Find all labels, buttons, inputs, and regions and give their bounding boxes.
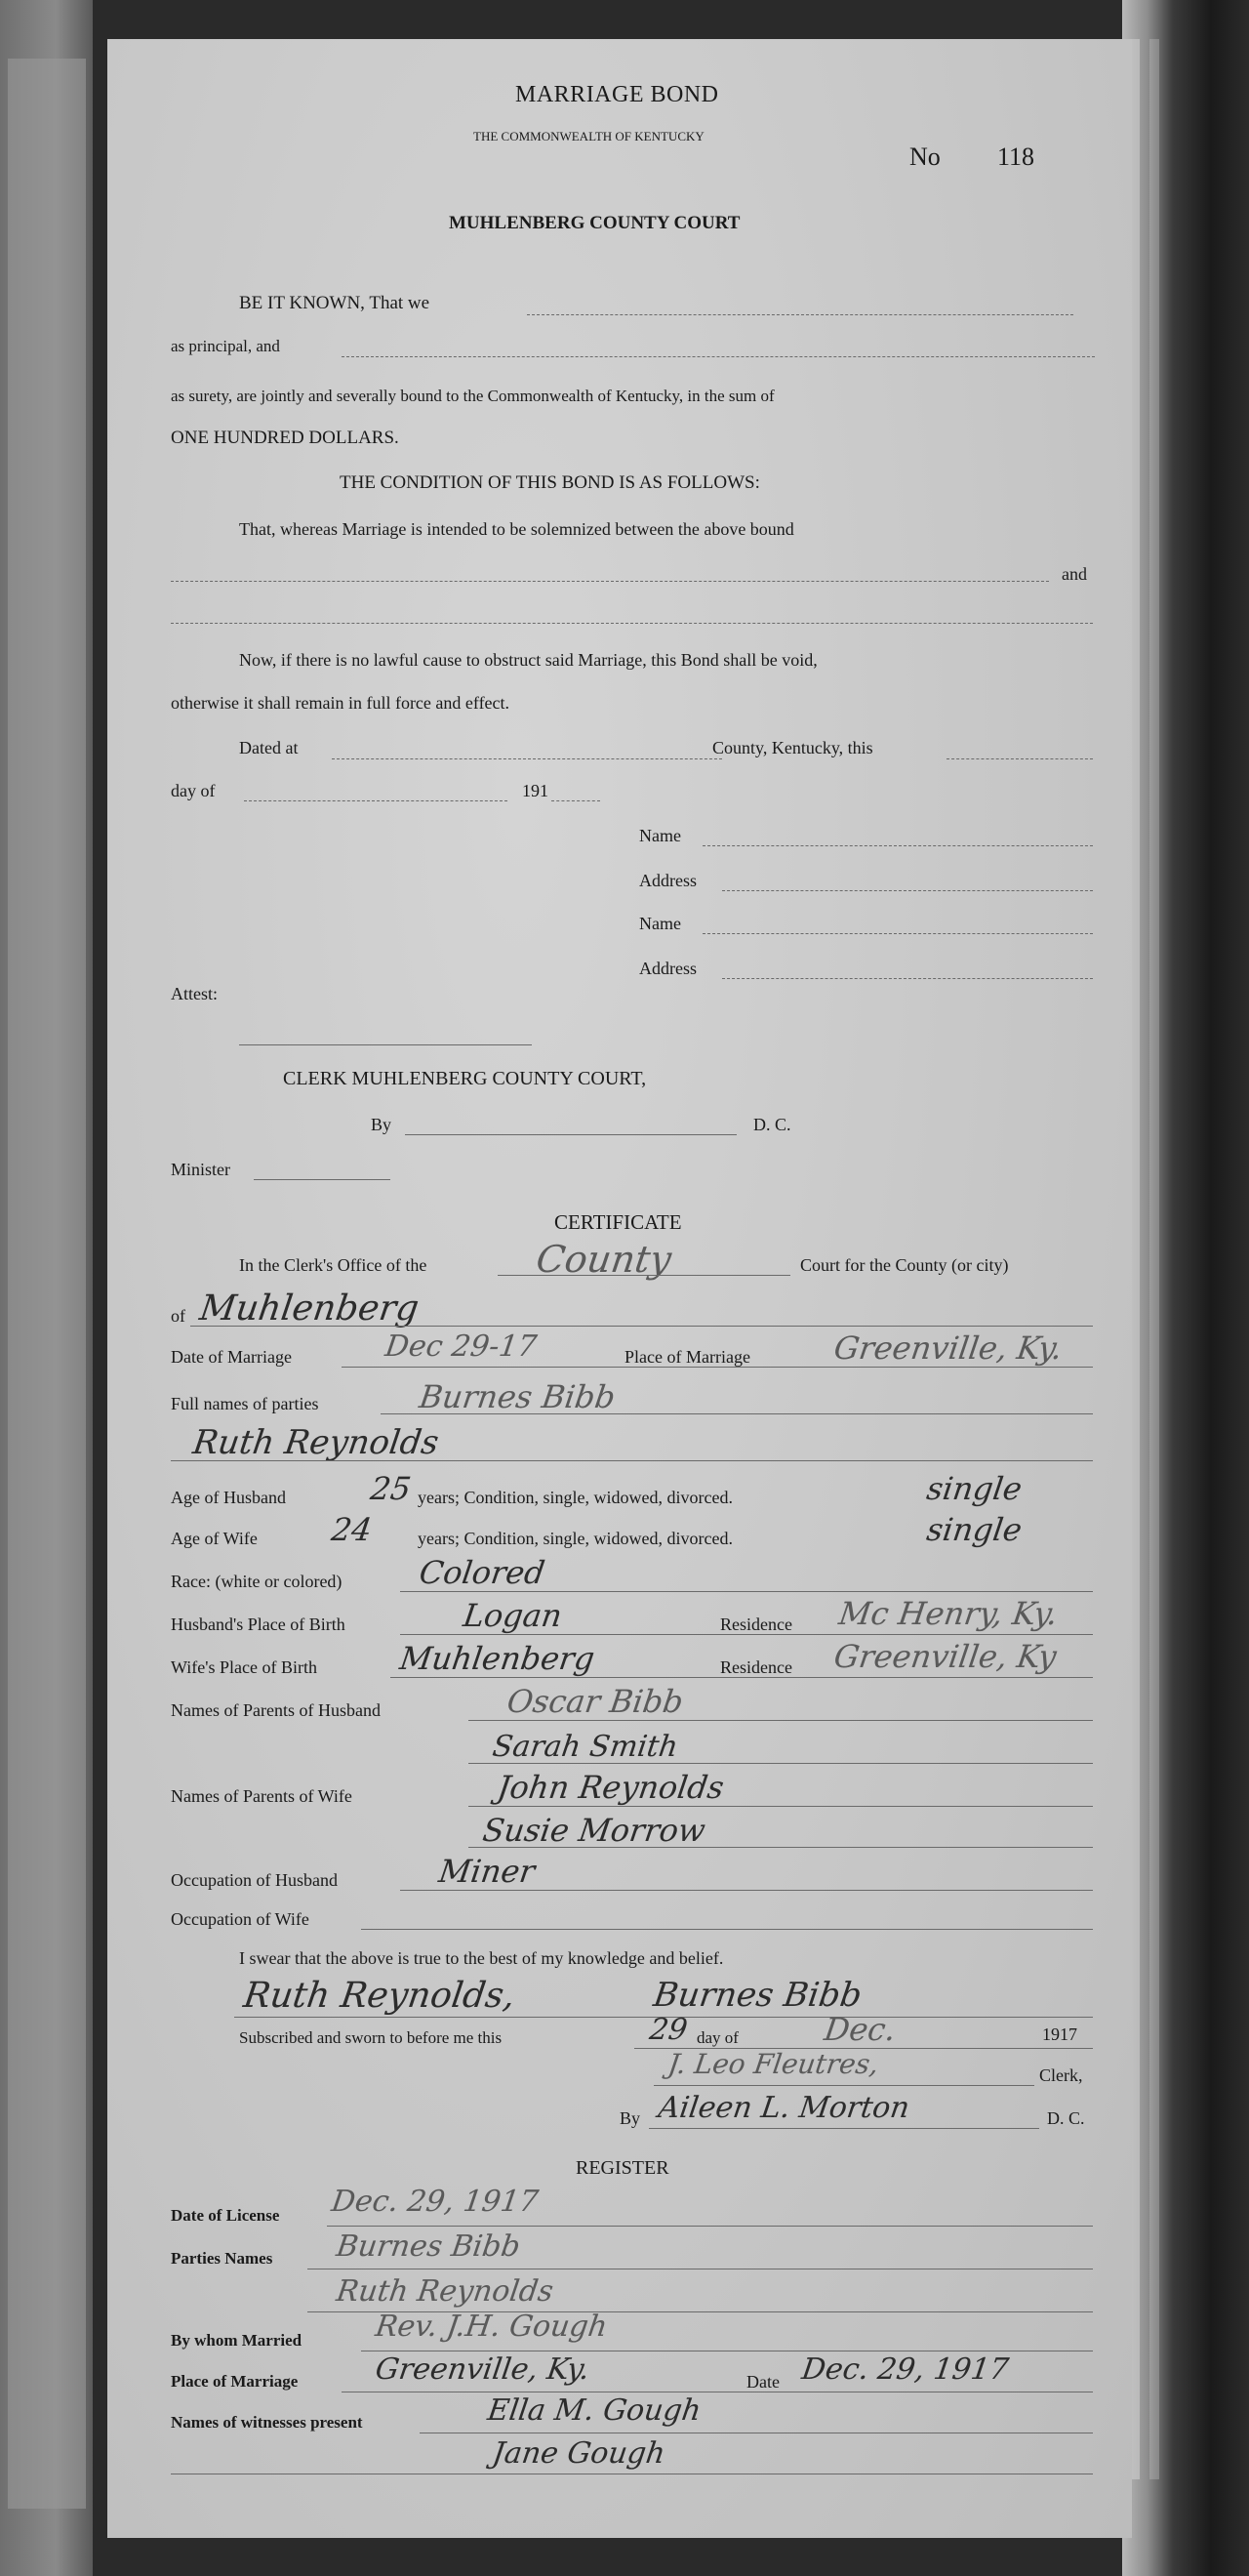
clerk-line — [654, 2085, 1034, 2086]
and-text: and — [1062, 564, 1087, 584]
of-line — [190, 1326, 1093, 1327]
court-for-label: Court for the County (or city) — [800, 1255, 1009, 1275]
marriage-bond-form — [107, 39, 1132, 2538]
license-line — [327, 2226, 1093, 2227]
name-line-2 — [703, 933, 1093, 934]
husband-birth-value: Logan — [461, 1597, 565, 1634]
by-line — [405, 1134, 737, 1135]
form-title: MARRIAGE BOND — [515, 82, 719, 107]
place-of-marriage-label: Place of Marriage — [624, 1347, 750, 1367]
occupation-husband-value: Miner — [436, 1853, 538, 1890]
witness-2-value: Jane Gough — [490, 2436, 667, 2471]
year-line — [551, 800, 600, 801]
county-ky-this-label: County, Kentucky, this — [712, 738, 873, 757]
clerk-title: CLERK MUHLENBERG COUNTY COURT, — [283, 1068, 647, 1089]
name-line-1 — [703, 845, 1093, 846]
husband-birth-label: Husband's Place of Birth — [171, 1615, 345, 1634]
otherwise-text: otherwise it shall remain in full force and effect. — [171, 693, 510, 713]
wife-birth-line — [390, 1677, 1093, 1678]
age-husband-label: Age of Husband — [171, 1488, 286, 1507]
signature-husband: Burnes Bibb — [651, 1976, 865, 2015]
date-place-line — [342, 1367, 1093, 1368]
this-line — [947, 758, 1093, 759]
subscribed-day-of: day of — [697, 2028, 739, 2047]
by-whom-label: By whom Married — [171, 2331, 302, 2350]
condition-heading: THE CONDITION OF THIS BOND IS AS FOLLOWS: — [340, 472, 760, 493]
bond-number: 118 — [997, 143, 1035, 171]
age-wife-label: Age of Wife — [171, 1529, 258, 1548]
subscribed-label: Subscribed and sworn to before me this — [239, 2028, 503, 2047]
swear-text: I swear that the above is true to the best of my knowledge and belief. — [239, 1948, 724, 1968]
register-date-value: Dec. 29, 1917 — [799, 2352, 1011, 2387]
party-2-value: Ruth Reynolds — [190, 1423, 442, 1462]
date-of-license-value: Dec. 29, 1917 — [329, 2185, 541, 2219]
address-label-1: Address — [639, 871, 697, 890]
parents-husband-label: Names of Parents of Husband — [171, 1700, 381, 1720]
name-label-1: Name — [639, 826, 681, 845]
day-of-label: day of — [171, 781, 216, 800]
office-line — [498, 1275, 790, 1276]
form-subtitle: THE COMMONWEALTH OF KENTUCKY — [473, 129, 705, 143]
age-wife-value: 24 — [329, 1511, 375, 1548]
race-value: Colored — [417, 1554, 547, 1591]
witnesses-label: Names of witnesses present — [171, 2413, 363, 2432]
date-of-marriage-value: Dec 29-17 — [383, 1329, 540, 1364]
party-1-line — [381, 1413, 1093, 1414]
deputy-line — [649, 2128, 1039, 2129]
race-line — [400, 1591, 1093, 1592]
bound-party-line-1 — [171, 581, 1049, 582]
parents-husband-2-value: Sarah Smith — [490, 1730, 680, 1764]
subscribed-month: Dec. — [822, 2011, 899, 2048]
dc-label: D. C. — [753, 1115, 791, 1134]
witness-1-value: Ella M. Gough — [485, 2393, 704, 2428]
dated-at-line — [332, 758, 722, 759]
parents-husband-1-value: Oscar Bibb — [504, 1683, 686, 1720]
deputy-dc-label: D. C. — [1047, 2108, 1085, 2128]
parents-wife-1-value: John Reynolds — [495, 1769, 727, 1806]
wife-birth-value: Muhlenberg — [397, 1640, 597, 1677]
register-place-value: Greenville, Ky. — [373, 2352, 592, 2387]
name-label-2: Name — [639, 914, 681, 933]
husband-birth-line — [400, 1634, 1093, 1635]
minister-line — [254, 1179, 390, 1180]
be-it-known-text: BE IT KNOWN, That we — [239, 293, 430, 313]
occupation-husband-line — [400, 1890, 1093, 1891]
parents-wife-2-value: Susie Morrow — [480, 1812, 708, 1849]
parents-wife-line-1 — [468, 1806, 1093, 1807]
occupation-wife-line — [361, 1929, 1093, 1930]
by-label: By — [371, 1115, 392, 1134]
address-line-2 — [722, 978, 1093, 979]
by-whom-value: Rev. J.H. Gough — [373, 2310, 610, 2344]
years-condition-husband: years; Condition, single, widowed, divorced. — [418, 1488, 733, 1507]
year-prefix: 191 — [522, 781, 548, 800]
husband-condition-value: single — [924, 1470, 1025, 1507]
parents-wife-line-2 — [468, 1847, 1093, 1848]
full-names-label: Full names of parties — [171, 1394, 319, 1413]
place-of-marriage-value: Greenville, Ky. — [831, 1329, 1065, 1367]
whereas-text: That, whereas Marriage is intended to be solemnized between the above bound — [239, 519, 794, 539]
husband-residence-label: Residence — [720, 1615, 792, 1634]
of-label: of — [171, 1306, 185, 1326]
wife-birth-label: Wife's Place of Birth — [171, 1657, 317, 1677]
day-of-line — [244, 800, 507, 801]
subscribed-day: 29 — [647, 2013, 690, 2047]
wife-residence-label: Residence — [720, 1657, 792, 1677]
parents-wife-label: Names of Parents of Wife — [171, 1786, 352, 1806]
age-husband-value: 25 — [368, 1470, 414, 1507]
principal-line — [527, 314, 1073, 315]
surety-line — [342, 356, 1095, 357]
adjacent-page-edge — [0, 0, 93, 2576]
deputy-signature: Aileen L. Morton — [656, 2091, 912, 2125]
book-binding-edge — [1122, 0, 1249, 2576]
address-label-2: Address — [639, 959, 697, 978]
address-line-1 — [722, 890, 1093, 891]
attest-line — [239, 1044, 532, 1045]
occupation-husband-label: Occupation of Husband — [171, 1870, 338, 1890]
race-label: Race: (white or colored) — [171, 1572, 342, 1591]
in-office-label: In the Clerk's Office of the — [239, 1255, 427, 1275]
deputy-by-label: By — [620, 2108, 641, 2128]
date-of-license-label: Date of License — [171, 2206, 280, 2225]
court-name: MUHLENBERG COUNTY COURT — [449, 213, 741, 233]
minister-label: Minister — [171, 1160, 230, 1179]
party-2-line — [171, 1460, 1093, 1461]
clerk-label: Clerk, — [1039, 2065, 1083, 2085]
wife-residence-value: Greenville, Ky — [831, 1638, 1060, 1675]
signature-wife: Ruth Reynolds, — [241, 1976, 518, 2016]
as-surety-text: as surety, are jointly and severally bound to the Commonwealth of Kentucky, in the sum of — [171, 387, 775, 405]
subscribed-year: 1917 — [1042, 2024, 1077, 2044]
clerk-signature: J. Leo Fleutres, — [665, 2048, 881, 2080]
husband-residence-value: Mc Henry, Ky. — [836, 1595, 1061, 1632]
bound-party-line-2 — [171, 623, 1093, 624]
bond-number-label: No — [909, 143, 941, 171]
attest-label: Attest: — [171, 984, 218, 1003]
party-1-value: Burnes Bibb — [417, 1378, 618, 1415]
wife-condition-value: single — [924, 1511, 1025, 1548]
as-principal-text: as principal, and — [171, 337, 280, 355]
date-of-marriage-label: Date of Marriage — [171, 1347, 292, 1367]
parents-husband-line-2 — [468, 1763, 1093, 1764]
years-condition-wife: years; Condition, single, widowed, divorced. — [418, 1529, 733, 1548]
dated-at-label: Dated at — [239, 738, 299, 757]
register-party-2: Ruth Reynolds — [334, 2274, 556, 2309]
occupation-wife-label: Occupation of Wife — [171, 1909, 309, 1929]
parties-names-label: Parties Names — [171, 2249, 273, 2268]
of-value: Muhlenberg — [197, 1288, 422, 1329]
register-date-label: Date — [746, 2372, 780, 2392]
parents-husband-line-1 — [468, 1720, 1093, 1721]
office-value: County — [533, 1238, 674, 1281]
register-place-label: Place of Marriage — [171, 2372, 299, 2391]
register-heading: REGISTER — [576, 2157, 669, 2179]
bond-sum: ONE HUNDRED DOLLARS. — [171, 428, 399, 448]
register-party-1: Burnes Bibb — [334, 2229, 523, 2264]
certificate-heading: CERTIFICATE — [554, 1210, 682, 1234]
now-if-text: Now, if there is no lawful cause to obstruct said Marriage, this Bond shall be void, — [239, 650, 818, 670]
